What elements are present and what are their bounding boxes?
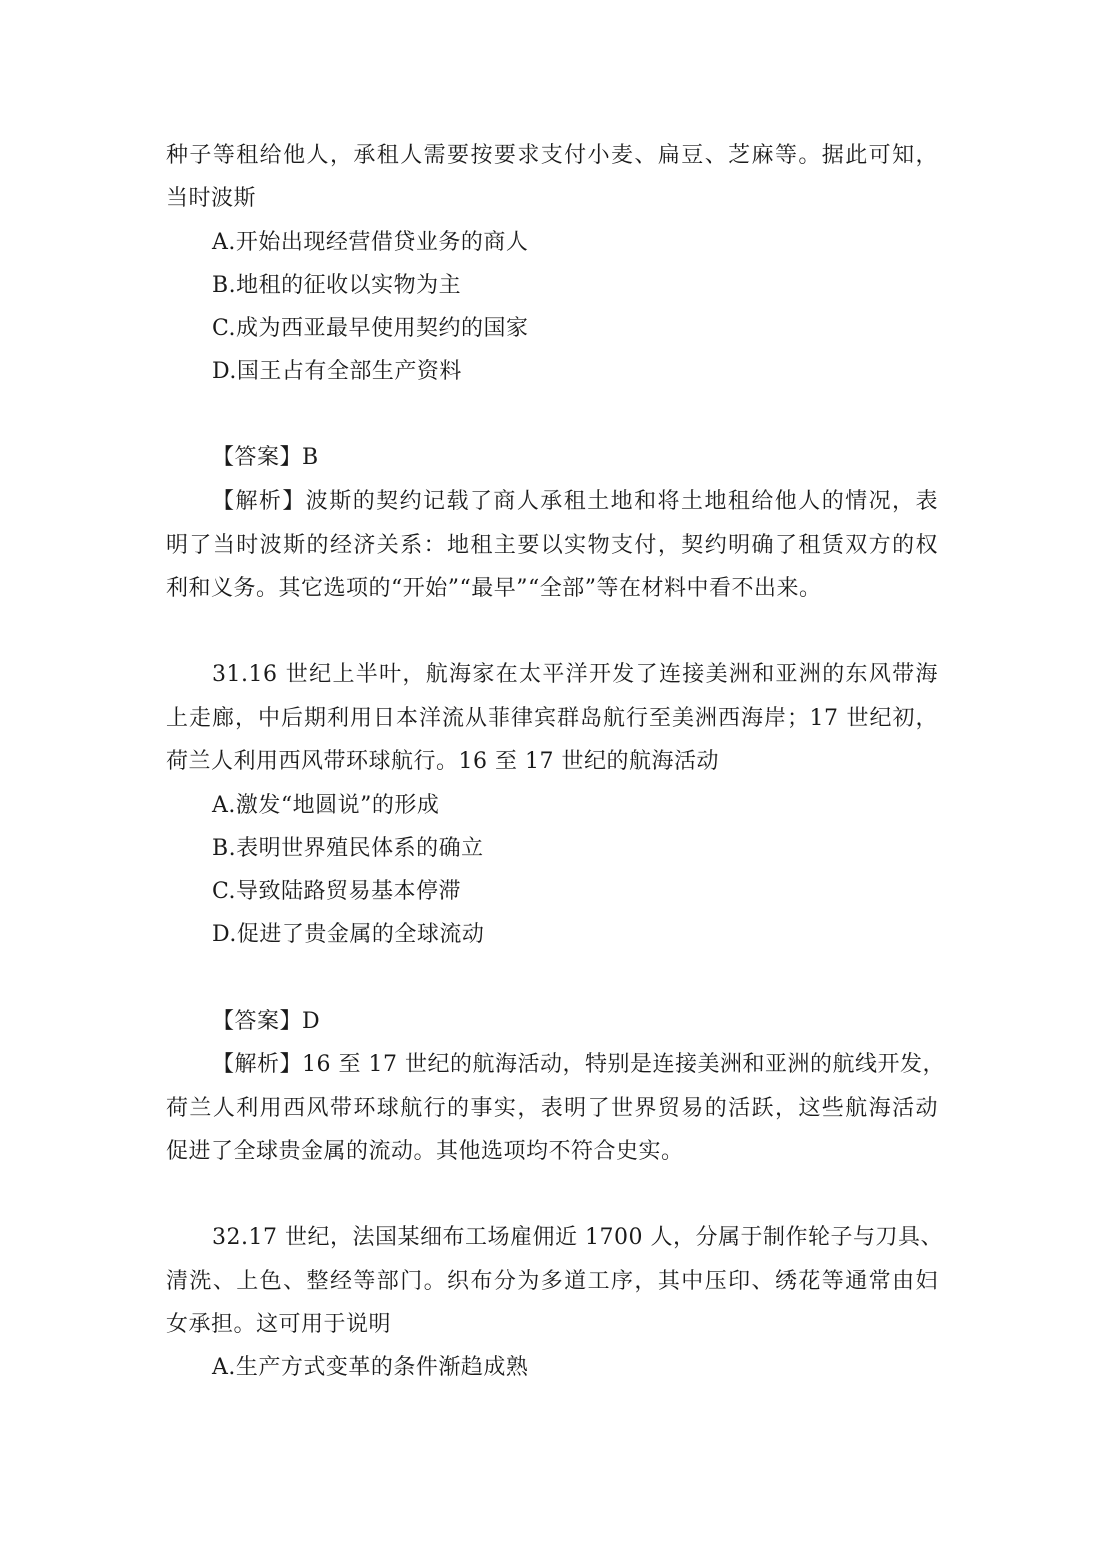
q30-analysis-line-2: 明了当时波斯的经济关系：地租主要以实物支付，契约明确了租赁双方的权 (166, 533, 938, 558)
q32-stem-line-2: 清洗、上色、整经等部门。织布分为多道工序，其中压印、绣花等通常由妇 (166, 1269, 938, 1294)
q31-analysis-line-3: 促进了全球贵金属的流动。其他选项均不符合史实。 (166, 1139, 684, 1164)
q31-stem-line-1: 31.16 世纪上半叶，航海家在太平洋开发了连接美洲和亚洲的东风带海 (212, 662, 938, 687)
q31-analysis-line-2: 荷兰人利用西风带环球航行的事实，表明了世界贸易的活跃，这些航海活动 (166, 1096, 938, 1121)
q31-option-a: A.激发“地圆说”的形成 (212, 793, 440, 818)
q31-stem-line-2: 上走廊，中后期利用日本洋流从菲律宾群岛航行至美洲西海岸；17 世纪初， (166, 706, 938, 731)
q30-option-d: D.国王占有全部生产资料 (212, 359, 462, 384)
q32-stem-line-3: 女承担。这可用于说明 (166, 1312, 392, 1337)
q31-stem-line-3: 荷兰人利用西风带环球航行。16 至 17 世纪的航海活动 (166, 749, 719, 774)
q31-option-b: B.表明世界殖民体系的确立 (212, 836, 484, 861)
intro-line-2: 当时波斯 (166, 186, 257, 211)
q31-analysis-line-1: 【解析】16 至 17 世纪的航海活动，特别是连接美洲和亚洲的航线开发， (212, 1052, 945, 1077)
q32-option-a: A.生产方式变革的条件渐趋成熟 (212, 1355, 529, 1380)
q30-option-c: C.成为西亚最早使用契约的国家 (212, 316, 529, 341)
q31-option-d: D.促进了贵金属的全球流动 (212, 922, 485, 947)
intro-line-1: 种子等租给他人，承租人需要按要求支付小麦、扁豆、芝麻等。据此可知， (166, 143, 938, 168)
q32-stem-line-1: 32.17 世纪，法国某细布工场雇佣近 1700 人，分属于制作轮子与刀具、 (212, 1225, 943, 1250)
q30-option-a: A.开始出现经营借贷业务的商人 (212, 230, 529, 255)
q31-answer: 【答案】D (212, 1009, 321, 1034)
q30-answer: 【答案】B (212, 445, 319, 470)
q30-analysis-line-3: 利和义务。其它选项的“开始”“最早”“全部”等在材料中看不出来。 (166, 576, 822, 601)
q31-option-c: C.导致陆路贸易基本停滞 (212, 879, 462, 904)
q30-analysis-line-1: 【解析】波斯的契约记载了商人承租土地和将土地租给他人的情况，表 (212, 489, 938, 514)
q30-option-b: B.地租的征收以实物为主 (212, 273, 462, 298)
